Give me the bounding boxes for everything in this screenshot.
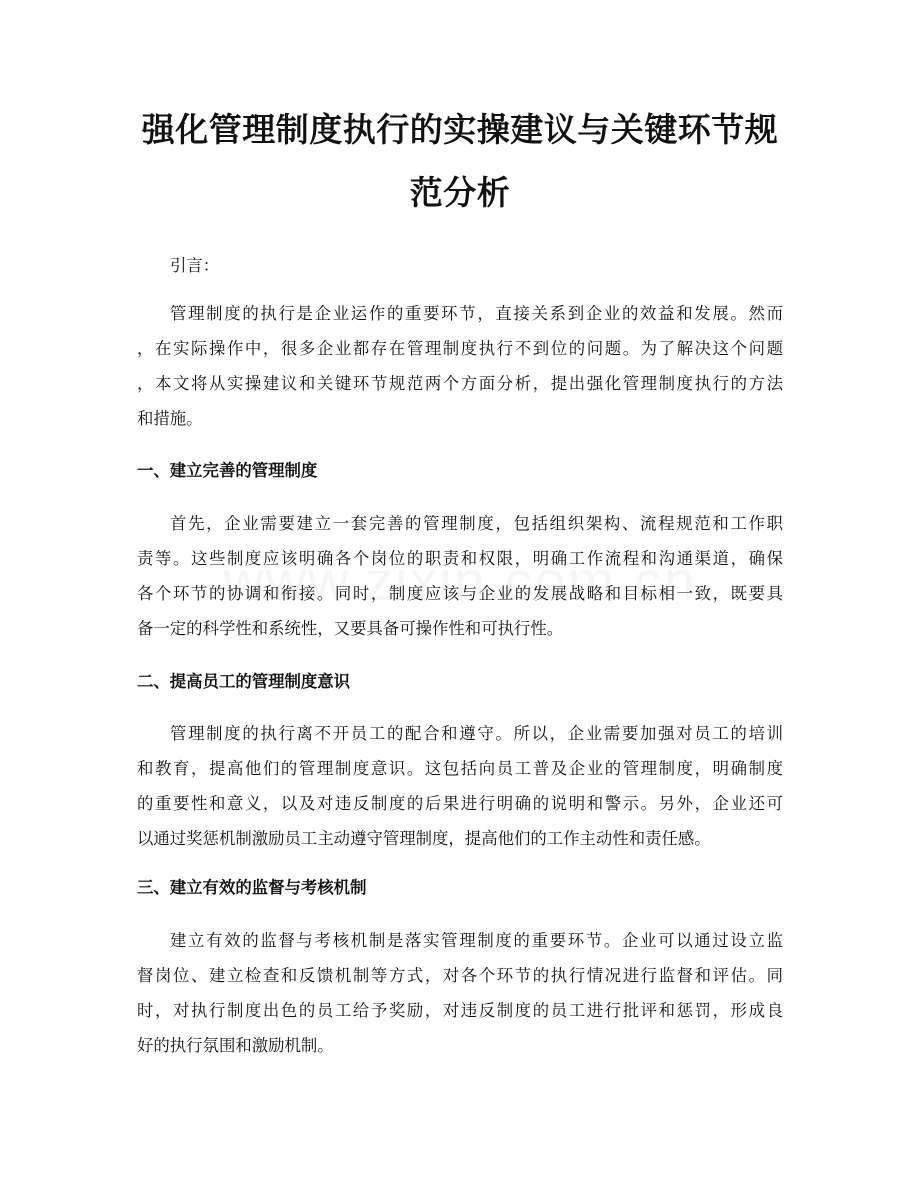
paragraph-line: 各个环节的协调和衔接。同时，制度应该与企业的发展战略和目标相一致，既要具 xyxy=(137,584,783,603)
paragraph-line: 的重要性和意义，以及对违反制度的后果进行明确的说明和警示。另外，企业还可 xyxy=(137,794,783,813)
paragraph-line: 好的执行氛围和激励机制。 xyxy=(137,1036,334,1055)
paragraph-line: 以通过奖惩机制激励员工主动遵守管理制度，提高他们的工作主动性和责任感。 xyxy=(137,829,711,848)
section-heading-1: 一、建立完善的管理制度 xyxy=(137,461,318,480)
paragraph-line: 建立有效的监督与考核机制是落实管理制度的重要环节。企业可以通过设立监 xyxy=(170,931,783,950)
paragraph-line: 责等。这些制度应该明确各个岗位的职责和权限，明确工作流程和沟通渠道，确保 xyxy=(137,549,783,568)
paragraph-line: 备一定的科学性和系统性，又要具备可操作性和可执行性。 xyxy=(137,619,564,638)
section-heading-2: 二、提高员工的管理制度意识 xyxy=(137,672,351,691)
paragraph-line: ，本文将从实操建议和关键环节规范两个方面分析，提出强化管理制度执行的方法 xyxy=(137,374,783,393)
paragraph-line: 和措施。 xyxy=(137,409,203,428)
title-line-2: 范分析 xyxy=(409,173,511,212)
paragraph-line: 督岗位、建立检查和反馈机制等方式，对各个环节的执行情况进行监督和评估。同 xyxy=(137,966,783,985)
section-heading-3: 三、建立有效的监督与考核机制 xyxy=(137,878,367,897)
paragraph-line: 首先，企业需要建立一套完善的管理制度，包括组织架构、流程规范和工作职 xyxy=(170,514,783,533)
paragraph-line: 和教育，提高他们的管理制度意识。这包括向员工普及企业的管理制度，明确制度 xyxy=(137,759,783,778)
paragraph-line: 管理制度的执行离不开员工的配合和遵守。所以，企业需要加强对员工的培训 xyxy=(170,724,783,743)
intro-label: 引言： xyxy=(170,256,220,275)
paragraph-line: 时，对执行制度出色的员工给予奖励，对违反制度的员工进行批评和惩罚，形成良 xyxy=(137,1001,783,1020)
paragraph-line: 管理制度的执行是企业运作的重要环节，直接关系到企业的效益和发展。然而 xyxy=(170,304,783,323)
title-line-1: 强化管理制度执行的实操建议与关键环节规 xyxy=(141,110,779,149)
paragraph-line: ，在实际操作中，很多企业都存在管理制度执行不到位的问题。为了解决这个问题 xyxy=(137,339,783,358)
